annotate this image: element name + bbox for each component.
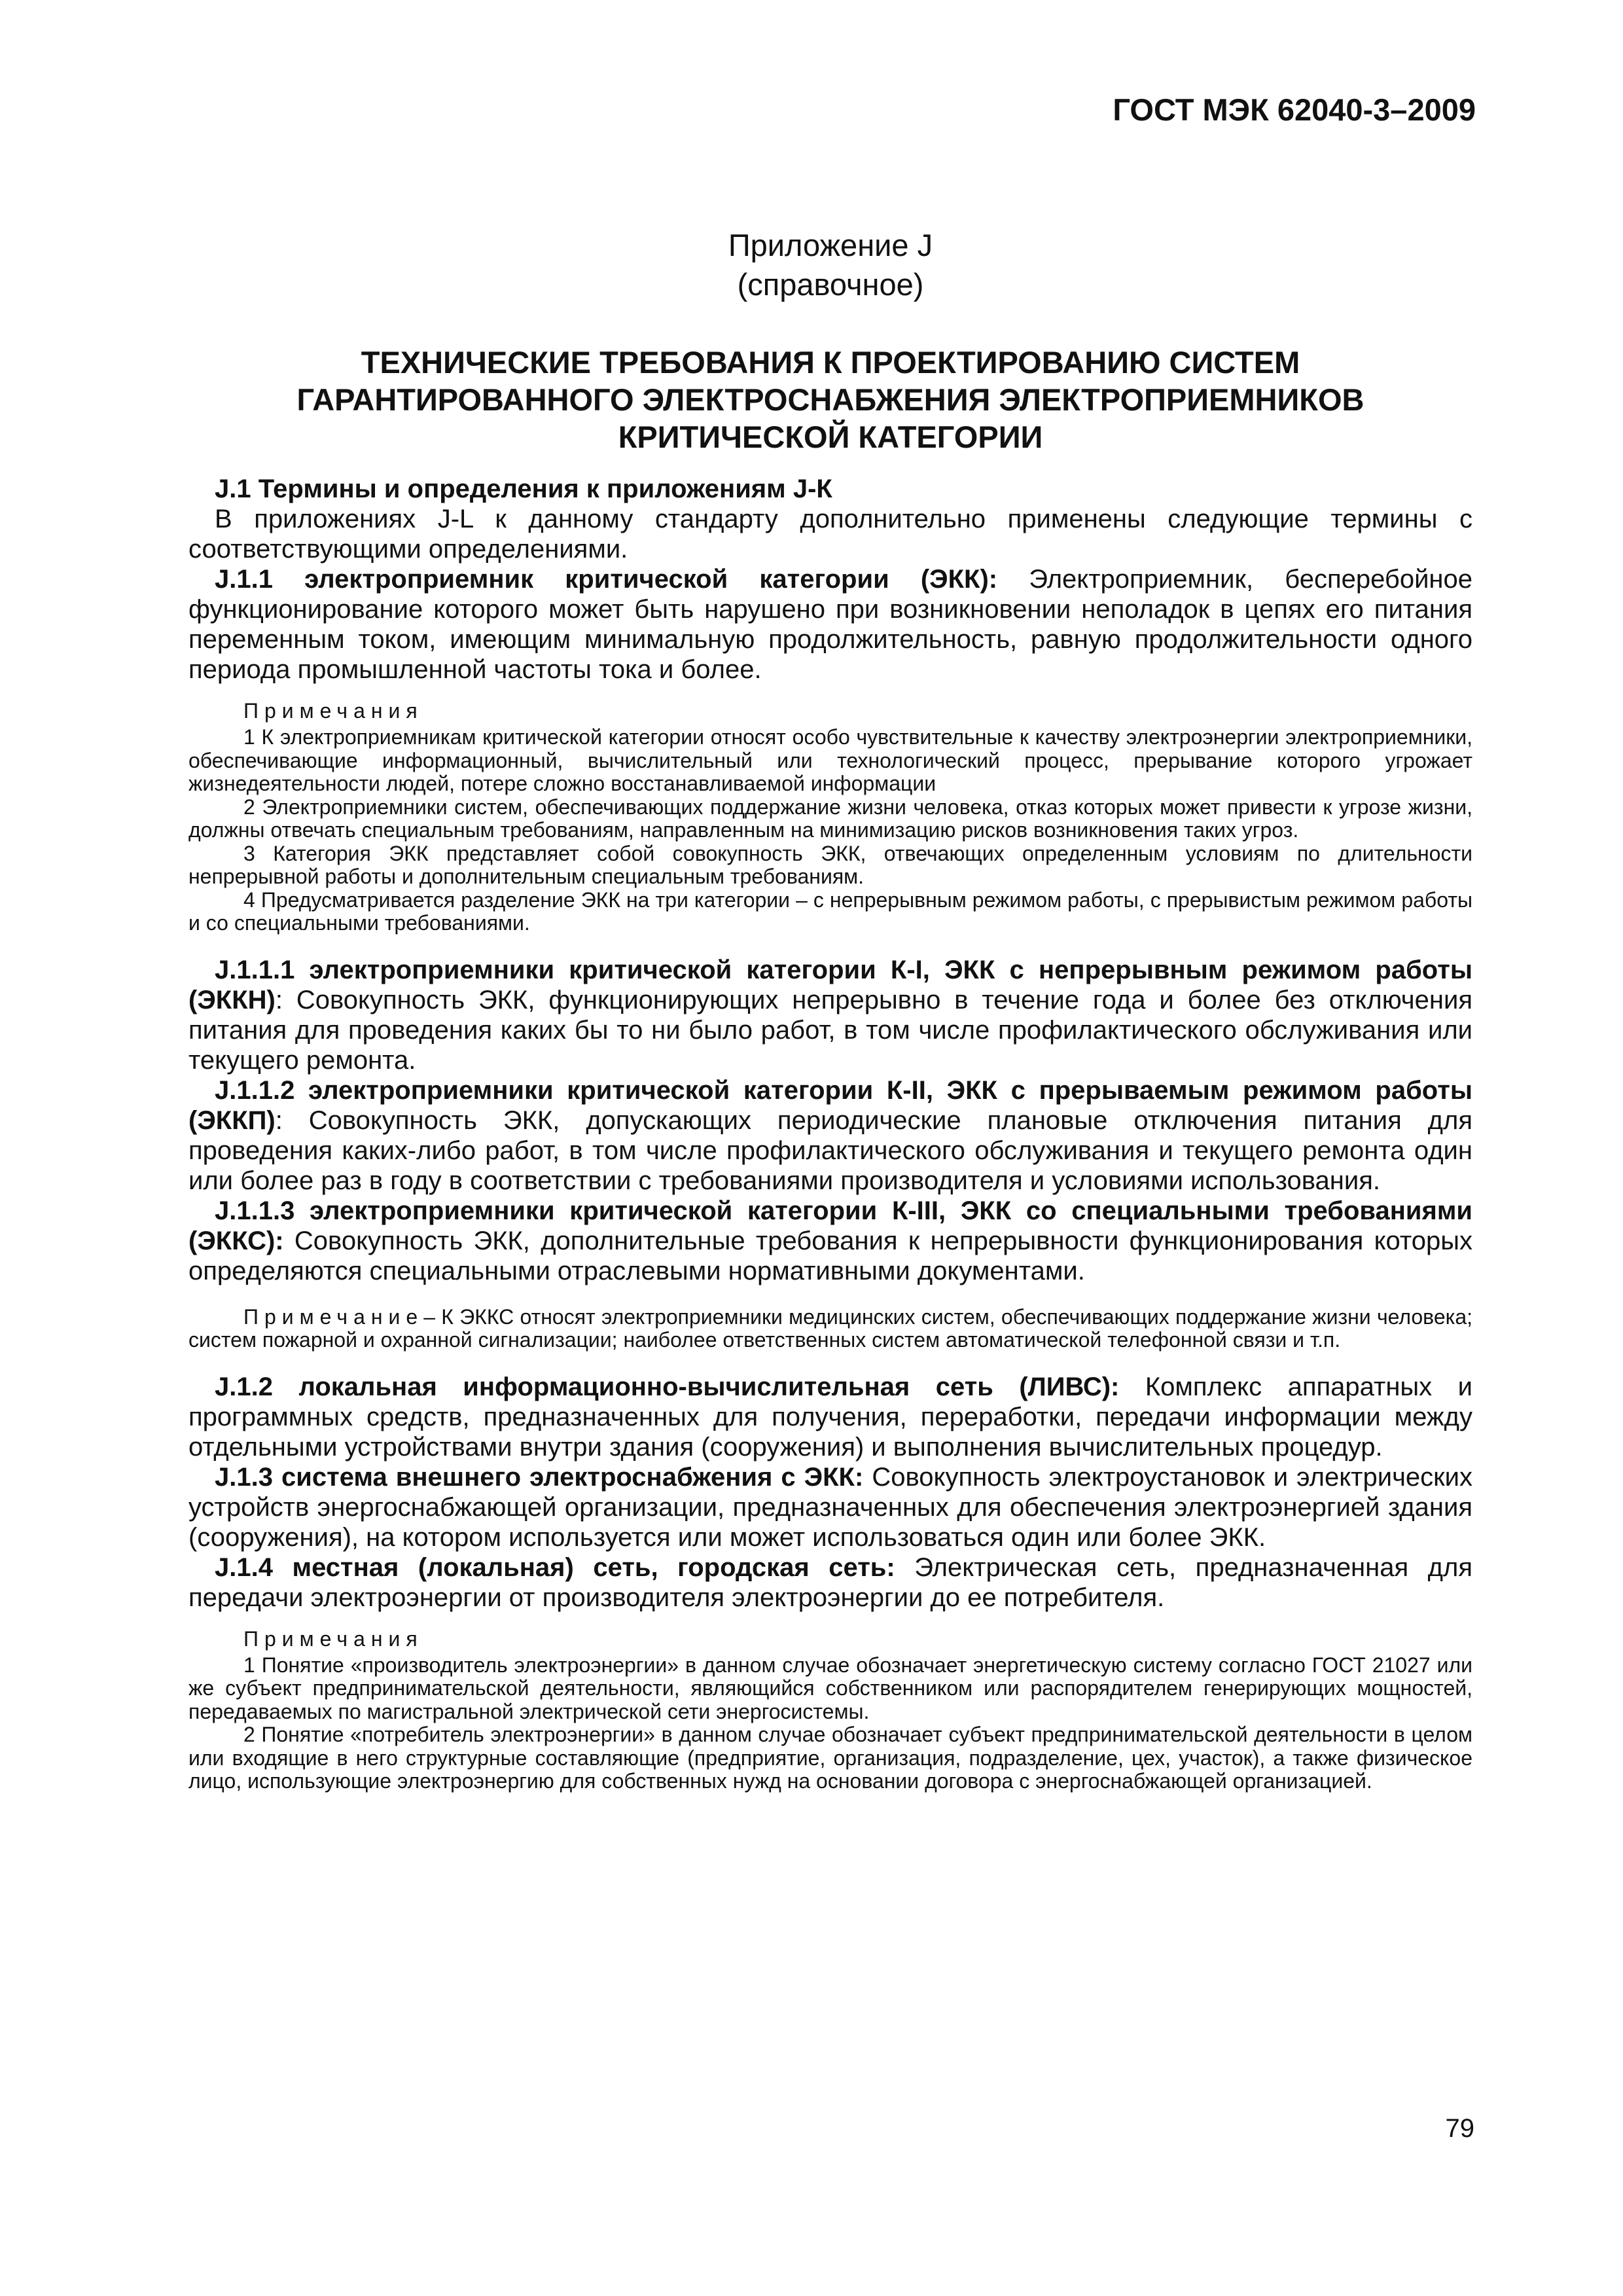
note-item: 2 Понятие «потребитель электроэнергии» в данном случае обозначает субъект предпринимательской деятельности в целом или входящие в него структурные составляющие (предприятие, организация, подразделение, цех, участок), а также физическое лицо, использующие электроэнергию для собственных нужд на основании договора с энергоснабжающей организацией. [188,1723,1472,1793]
appendix-heading [188,226,1472,304]
term: J.1.1 электроприемник критической категории (ЭКК): [215,565,998,594]
notes-heading: Примечания [243,1626,423,1651]
definition-text: Электрическая сеть, предназначенная для передачи электроэнергии от производителя электроэнергии до ее потребителя. [188,1552,1472,1612]
term: J.1.1.2 электроприемники критической категории К-II, ЭКК с прерываемым режимом работы (ЭККП) [188,1075,1472,1135]
definition-text: Электроприемник, бесперебойное функционирование которого может быть нарушено при возникновении неполадок в цепях его питания переменным током, имеющим минимальную продолжительность, равную продолжительности одного периода промышленной частоты тока и более. [188,565,1472,684]
term: J.1.2 локальная информационно-вычислительная сеть (ЛИВС): [215,1372,1120,1401]
note-item: 3 Категория ЭКК представляет собой совокупность ЭКК, отвечающих определенным условиям по длительности непрерывной работы и дополнительным специальным требованиям. [188,841,1472,888]
standard-number: ГОСТ МЭК 62040-3–2009 [1113,92,1476,127]
title-line-1: ТЕХНИЧЕСКИЕ ТРЕБОВАНИЯ К ПРОЕКТИРОВАНИЮ СИСТЕМ [361,345,1300,380]
term: J.1.3 система внешнего электроснабжения с ЭКК: [215,1462,864,1492]
note-text: – К ЭККС относят электроприемники медицинских систем, обеспечивающих поддержание жизни человека; систем пожарной и охранной сигнализации; наиболее ответственных систем автоматической телефонной связи и т.п. [188,1304,1472,1352]
definition-text: : Совокупность ЭКК, допускающих периодические плановые отключения питания для проведения каких-либо работ, в том числе профилактического обслуживания и текущего ремонта один или более раз в году в соответствии с требованиями производителя и условиями использования. [188,1105,1472,1195]
term: J.1.4 местная (локальная) сеть, городская сеть: [215,1552,895,1582]
appendix-label: Приложение J [728,228,933,262]
definition-j12 [188,1372,1472,1462]
definition-text: Совокупность ЭКК, дополнительные требования к непрерывности функционирования которых определяются специальными отраслевыми нормативными документами. [188,1226,1472,1285]
definition-j113 [188,1196,1472,1286]
definition-j14 [188,1552,1472,1613]
note-ekks [188,1306,1472,1352]
note-item: 4 Предусматривается разделение ЭКК на три категории – с непрерывным режимом работы, с прерывистым режимом работы и со специальными требованиями. [188,888,1472,935]
note-item: 1 Понятие «производитель электроэнергии» в данном случае обозначает энергетическую систему согласно ГОСТ 21027 или же субъект предпринимательской деятельности, являющийся собственником или распорядителем генерирующих мощностей, передаваемых по магистральной электрической сети энергосистемы. [188,1653,1472,1723]
definition-text: Совокупность электроустановок и электрических устройств энергоснабжающей организации, предназначенных для обеспечения электроэнергией здания (сооружения), на котором используется или может использоваться один или более ЭКК. [188,1462,1473,1552]
note-item: 1 К электроприемникам критической категории относят особо чувствительные к качеству электроэнергии электроприемники, обеспечивающие информационный, вычислительный или технологический процесс, прерывание которого угрожает жизнедеятельности людей, потере сложно восстанавливаемой информации [188,725,1472,795]
term: J.1.1.3 электроприемники критической категории К-III, ЭКК со специальными требованиями (ЭККС): [188,1196,1472,1255]
definition-text: Комплекс аппаратных и программных средств, предназначенных для получения, переработки, передачи информации между отдельными устройствами внутри здания (сооружения) и выполнения вычислительных процедур. [188,1372,1472,1462]
page-content [188,226,1472,1793]
definition-j111 [188,955,1472,1075]
definition-text: : Совокупность ЭКК, функционирующих непрерывно в течение года и более без отключения питания для проведения каких бы то ни было работ, в том числе профилактического обслуживания или текущего ремонта. [188,985,1472,1075]
appendix-kind: (справочное) [737,267,924,302]
title-line-3: КРИТИЧЕСКОЙ КАТЕГОРИИ [618,420,1043,454]
title-line-2: ГАРАНТИРОВАННОГО ЭЛЕКТРОСНАБЖЕНИЯ ЭЛЕКТРОПРИЕМНИКОВ [296,382,1364,417]
definition-j112 [188,1075,1472,1196]
section-j1-text: В приложениях J-L к данному стандарту дополнительно применены следующие термины с соответствующими определениями. [188,505,1472,564]
section-j1-heading: J.1 Термины и определения к приложениям J-К [215,475,832,503]
notes-heading: Примечания [243,699,423,723]
term: J.1.1.1 электроприемники критической категории К-I, ЭКК с непрерывным режимом работы (ЭККН) [188,955,1472,1014]
definition-j13 [188,1462,1472,1552]
page-number: 79 [1445,2114,1474,2143]
definition-j11 [188,564,1472,685]
note-label: Примечание [243,1304,424,1329]
note-item: 2 Электроприемники систем, обеспечивающих поддержание жизни человека, отказ которых может привести к угрозе жизни, должны отвечать специальным требованиям, направленным на минимизацию рисков возникновения таких угроз. [188,795,1472,842]
appendix-title [188,344,1472,456]
